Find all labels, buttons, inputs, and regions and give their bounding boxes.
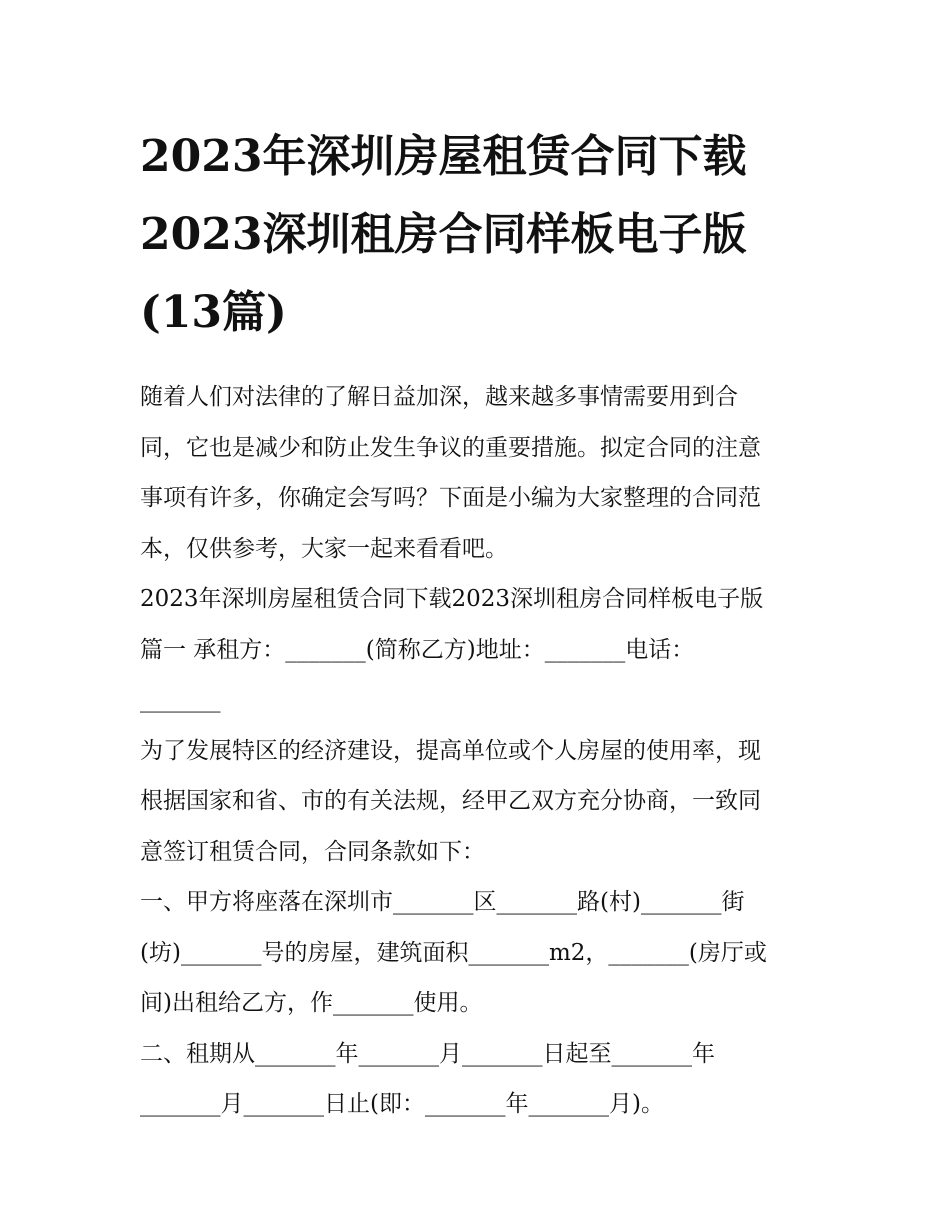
party-line-2: _______ <box>140 687 221 713</box>
document-title <box>140 118 820 352</box>
purpose-line-3: 意签订租赁合同，合同条款如下： <box>140 838 485 865</box>
intro-line-2: 同，它也是减少和防止发生争议的重要措施。拟定合同的注意 <box>140 434 761 461</box>
clause-1-line-3: 间)出租给乙方，作_______使用。 <box>140 990 483 1016</box>
section-heading <box>140 574 820 625</box>
party-paragraph <box>140 625 820 726</box>
intro-paragraph <box>140 372 820 574</box>
clause-1-line-1: 一、甲方将座落在深圳市_______区_______路(村)_______街 <box>140 889 745 915</box>
title-line-2: 2023深圳租房合同样板电子版 <box>140 209 747 260</box>
purpose-line-2: 根据国家和省、市的有关法规，经甲乙双方充分协商，一致同 <box>140 788 761 814</box>
document-body <box>140 372 820 1130</box>
document-page <box>140 118 820 1130</box>
title-line-1: 2023年深圳房屋租赁合同下载 <box>140 131 747 182</box>
section-heading-text: 2023年深圳房屋租赁合同下载2023深圳租房合同样板电子版 <box>140 586 764 612</box>
clause-1-line-2: (坊)_______号的房屋，建筑面积_______m2，_______(房厅或 <box>140 939 767 966</box>
intro-line-4: 本，仅供参考，大家一起来看看吧。 <box>140 535 508 562</box>
title-line-3: (13篇) <box>140 287 287 338</box>
clause-2-line-2: _______月_______日止(即：_______年_______月)。 <box>140 1091 664 1117</box>
intro-line-3: 事项有许多，你确定会写吗？下面是小编为大家整理的合同范 <box>140 485 761 511</box>
purpose-paragraph <box>140 726 820 878</box>
clause-2-line-1: 二、租期从_______年_______月_______日起至_______年 <box>140 1040 715 1067</box>
clause-1-paragraph <box>140 877 820 1029</box>
intro-line-1: 随着人们对法律的了解日益加深，越来越多事情需要用到合 <box>140 384 738 410</box>
party-line-1: 篇一 承租方：_______(简称乙方)地址：_______电话： <box>140 636 695 663</box>
purpose-line-1: 为了发展特区的经济建设，提高单位或个人房屋的使用率，现 <box>140 737 761 764</box>
clause-2-paragraph <box>140 1029 820 1130</box>
